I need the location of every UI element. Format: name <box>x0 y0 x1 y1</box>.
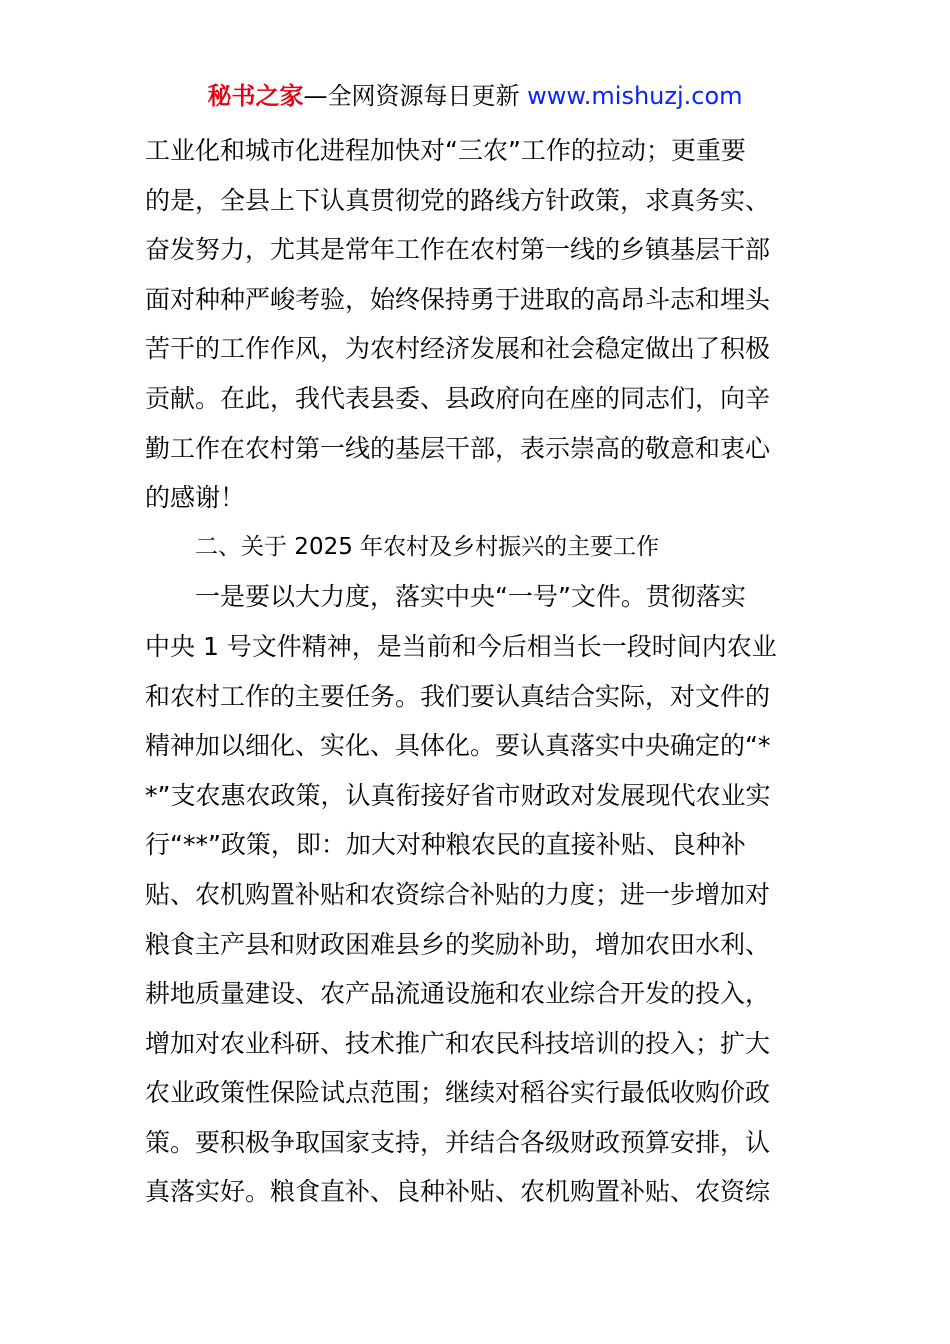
site-header <box>0 80 950 112</box>
document-body <box>145 126 815 1217</box>
text-line: 面对种种严峻考验，始终保持勇于进取的高昂斗志和埋头 <box>145 284 771 314</box>
text-line: 粮食主产县和财政困难县乡的奖励补助，增加农田水利、 <box>145 929 771 959</box>
text-line: 奋发努力，尤其是常年工作在农村第一线的乡镇基层干部 <box>145 235 771 265</box>
text-line: 勤工作在农村第一线的基层干部，表示崇高的敬意和衷心 <box>145 433 771 463</box>
paragraph-first-line: 一是要以大力度，落实中央“一号”文件。贯彻落实 <box>195 582 746 612</box>
text-line: 苦干的工作作风，为农村经济发展和社会稳定做出了积极 <box>145 334 771 364</box>
text-line: 贴、农机购置补贴和农资综合补贴的力度；进一步增加对 <box>145 879 771 909</box>
text-line: 增加对农业科研、技术推广和农民科技培训的投入；扩大 <box>145 1028 771 1058</box>
text-line: 贡献。在此，我代表县委、县政府向在座的同志们，向辛 <box>145 383 771 413</box>
text-line: 行“**”政策，即：加大对种粮农民的直接补贴、良种补 <box>145 830 746 860</box>
text-line: 耕地质量建设、农产品流通设施和农业综合开发的投入， <box>145 979 771 1009</box>
text-line: 中央 1 号文件精神，是当前和今后相当长一段时间内农业 <box>145 631 777 661</box>
text-line: 精神加以细化、实化、具体化。要认真落实中央确定的“* <box>145 731 771 761</box>
text-line: 的感谢！ <box>145 483 246 513</box>
text-line: 真落实好。粮食直补、良种补贴、农机购置补贴、农资综 <box>145 1177 771 1207</box>
site-brand: 秘书之家 <box>207 82 304 110</box>
text-line: *”支农惠农政策，认真衔接好省市财政对发展现代农业实 <box>145 780 771 810</box>
text-line: 农业政策性保险试点范围；继续对稻谷实行最低收购价政 <box>145 1078 771 1108</box>
text-line: 工业化和城市化进程加快对“三农”工作的拉动；更重要 <box>145 136 746 165</box>
text-line: 的是，全县上下认真贯彻党的路线方针政策，求真务实、 <box>145 185 771 215</box>
section-heading: 二、关于 2025 年农村及乡村振兴的主要工作 <box>195 533 660 560</box>
text-line: 策。要积极争取国家支持，并结合各级财政预算安排，认 <box>145 1127 771 1157</box>
site-url-link[interactable]: www.mishuzj.com <box>527 82 743 110</box>
text-line: 和农村工作的主要任务。我们要认真结合实际，对文件的 <box>145 681 771 711</box>
site-tagline: —全网资源每日更新 <box>303 82 528 110</box>
